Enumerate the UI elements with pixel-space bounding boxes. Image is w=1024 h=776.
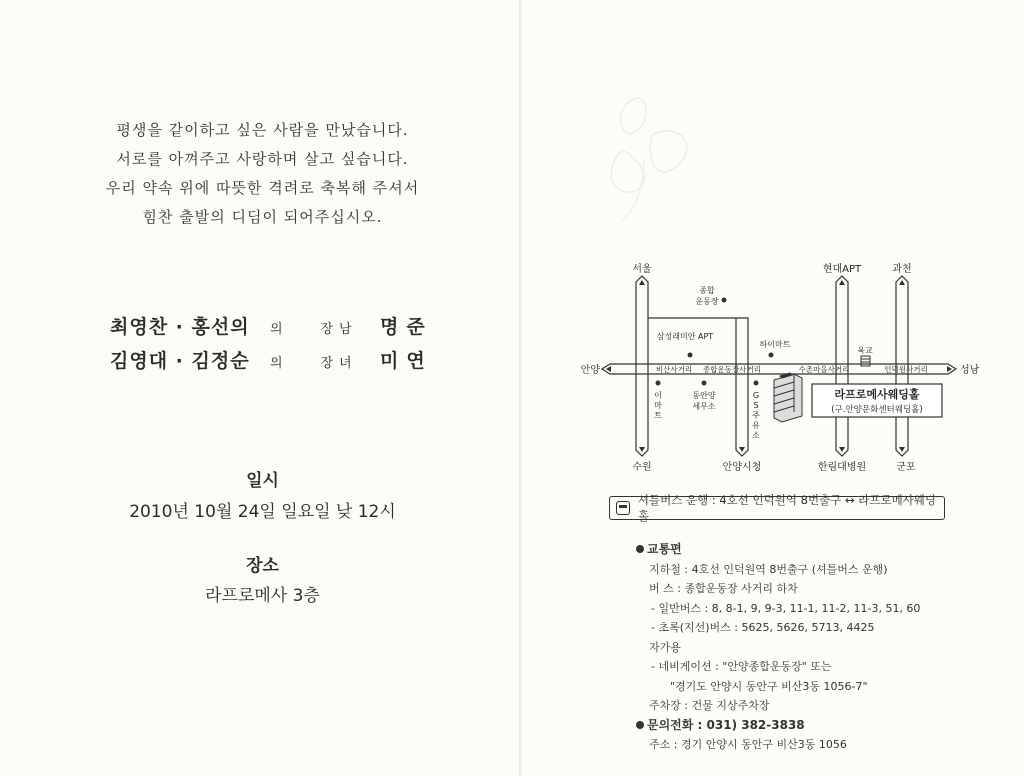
dot-gs (754, 381, 759, 386)
road-jonghap: 종합운동장사거리 (703, 365, 761, 374)
road-bisan: 비산사거리 (655, 365, 693, 374)
dot-jonghap (722, 298, 727, 303)
venue-sub: (구.안양문화센터웨딩홀) (831, 405, 923, 415)
label-gs-2: S (753, 401, 759, 410)
bride-row (110, 346, 450, 380)
label-tax-office: 동안양 (692, 391, 716, 400)
navi-address: "경기도 안양시 동안구 비산3동 1056-7" (670, 679, 868, 693)
dot-tax (702, 381, 707, 386)
traffic-title: 교통편 (647, 542, 682, 556)
label-tax-office-2: 세무소 (692, 402, 716, 411)
shuttle-text: 셔틀버스 운행 : 4호선 인덕원역 8번출구 ↔ 라프로메사웨딩홀 (637, 493, 937, 523)
dot-samsung (688, 353, 693, 358)
label-jonghap: 종합 (699, 286, 715, 295)
location-map (580, 258, 981, 480)
bride-relation: 장녀 (320, 356, 358, 371)
greeting-text (80, 116, 445, 232)
date-label: 일시 (246, 471, 279, 491)
label-gs: G (752, 391, 760, 400)
groom-row (110, 312, 450, 346)
bullet-icon (636, 721, 644, 729)
place-value: 라프로메사 3층 (205, 586, 320, 606)
car-line: 자가용 (649, 640, 681, 654)
label-gs-3: 주 (752, 411, 760, 420)
building-icon (774, 373, 802, 422)
bus-green: - 초록(지선)버스 : 5625, 5626, 5713, 4425 (651, 621, 875, 634)
label-hospital: 한림대병원 (817, 462, 867, 473)
label-hyundai-apt: 현대APT (822, 264, 862, 275)
traffic-info (636, 540, 920, 755)
label-gs-5: 소 (752, 431, 760, 440)
dot-emart (656, 381, 661, 386)
address-line: 주소 : 경기 안양시 동안구 비산3동 1056 (649, 738, 847, 751)
bride-parents: 김영대 · 김정순 (110, 350, 250, 372)
flower-emboss (592, 90, 712, 220)
label-seoul: 서울 (632, 264, 652, 275)
label-gwacheon: 과천 (892, 264, 912, 275)
groom-parents: 최영찬 · 홍선의 (110, 316, 250, 338)
road-suchon: 수촌마을사거리 (798, 365, 850, 374)
contact-phone: 문의전화 : 031) 382-3838 (647, 717, 805, 732)
subway-line: 지하철 : 4호선 인덕원역 8번출구 (셔틀버스 운행) (649, 562, 888, 576)
greeting-line: 서로를 아껴주고 사랑하며 살고 싶습니다. (116, 150, 409, 168)
place-label: 장소 (246, 556, 279, 576)
greeting-line: 평생을 같이하고 싶은 사람을 만났습니다. (116, 121, 409, 139)
couple-names (110, 312, 450, 380)
label-suwon: 수원 (632, 462, 652, 473)
groom-particle: 의 (270, 322, 283, 337)
bus-icon (616, 501, 630, 515)
label-bridge: 육교 (857, 346, 873, 355)
venue-name: 라프로메사웨딩홀 (834, 388, 920, 401)
bus-line: 버 스 : 종합운동장 사거리 하차 (649, 582, 798, 595)
label-anyang: 안양 (580, 365, 600, 376)
navi-line: - 네비게이션 : "안양종합운동장" 또는 (651, 660, 832, 673)
label-seongnam: 성남 (960, 365, 980, 376)
label-city-hall: 안양시청 (722, 462, 762, 473)
label-gunpo: 군포 (896, 462, 916, 473)
label-himart: 하이마트 (759, 340, 791, 349)
label-emart-3: 트 (654, 411, 662, 420)
date-value: 2010년 10월 24일 일요일 낮 12시 (129, 502, 396, 522)
dot-himart (769, 353, 774, 358)
bullet-icon (636, 545, 644, 553)
label-emart: 이 (654, 391, 662, 400)
greeting-line: 우리 약속 위에 따뜻한 격려로 축복해 주셔서 (105, 179, 420, 197)
greeting-line: 힘찬 출발의 디딤이 되어주십시오. (142, 208, 383, 226)
bus-general: - 일반버스 : 8, 8-1, 9, 9-3, 11-1, 11-2, 11-3, 51, 60 (651, 601, 921, 615)
parking-line: 주차장 : 건물 지상주차장 (649, 699, 770, 712)
label-gs-4: 유 (752, 421, 760, 430)
label-samsung: 삼성래미안 APT (656, 332, 714, 341)
bride-name: 미연 (380, 350, 433, 372)
bride-particle: 의 (270, 356, 283, 371)
label-emart-2: 마 (654, 401, 662, 410)
label-jonghap-2: 운동장 (695, 297, 719, 306)
groom-name: 명준 (380, 316, 433, 338)
road-indeokwon: 인덕원사거리 (884, 365, 928, 374)
shuttle-box (609, 493, 945, 523)
groom-relation: 장남 (320, 322, 358, 337)
